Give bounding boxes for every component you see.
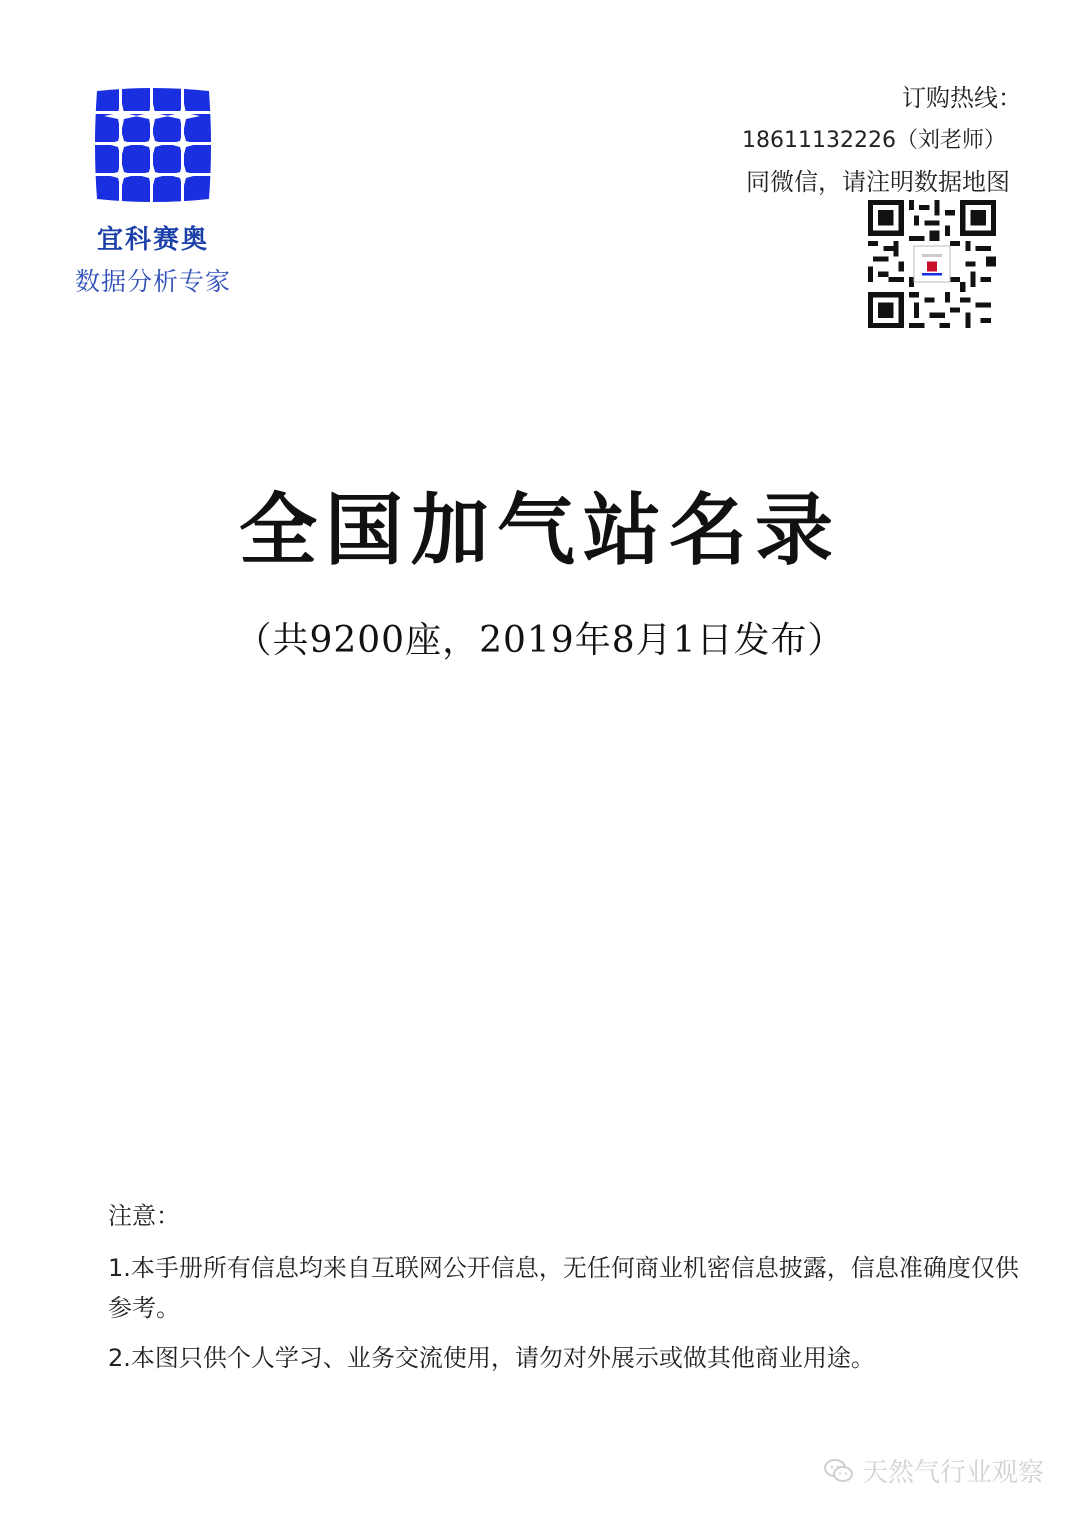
document-subtitle: （共9200座，2019年8月1日发布） bbox=[235, 620, 845, 661]
brand-logo-mark-icon bbox=[93, 85, 213, 205]
document-title: 全国加气站名录 bbox=[238, 485, 841, 576]
notes-heading: 注意： bbox=[108, 1202, 180, 1230]
brand-logo bbox=[60, 85, 246, 298]
brand-tagline: 数据分析专家 bbox=[74, 267, 231, 296]
hotline-label: 订购热线： bbox=[902, 84, 1022, 112]
notes-section bbox=[108, 1196, 1028, 1388]
note-item: 1.本手册所有信息均来自互联网公开信息，无任何商业机密信息披露，信息准确度仅供参考。 bbox=[108, 1254, 1019, 1322]
wechat-icon bbox=[824, 1458, 854, 1484]
watermark bbox=[824, 1452, 1044, 1489]
brand-name: 宜科赛奥 bbox=[96, 225, 209, 255]
watermark-text: 天然气行业观察 bbox=[861, 1458, 1044, 1488]
phone-number: 18611132226（刘老师） bbox=[742, 128, 1006, 153]
qr-code-icon bbox=[868, 200, 996, 328]
wechat-note: 同微信，请注明数据地图 bbox=[746, 168, 1010, 196]
contact-block bbox=[742, 78, 1022, 197]
note-item: 2.本图只供个人学习、业务交流使用，请勿对外展示或做其他商业用途。 bbox=[108, 1344, 875, 1372]
